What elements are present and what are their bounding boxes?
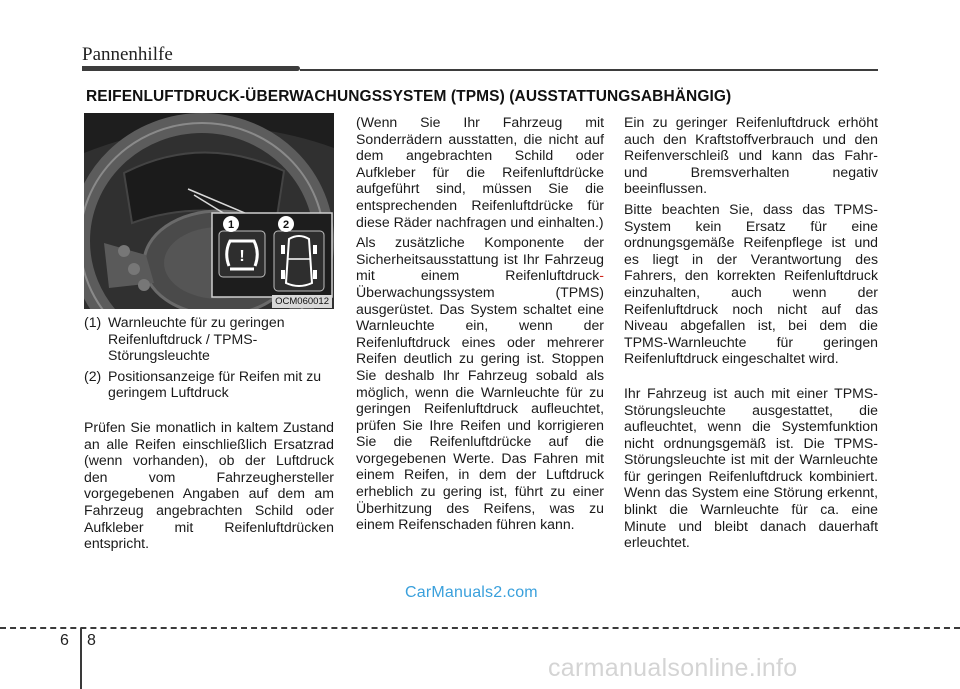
paragraph-malfunction-lamp: Ihr Fahrzeug ist auch mit einer TPMS-Störungsleuchte ausgestattet, die aufleuchtet, wenn die Systemfunktion nicht ordnungsgemäß ist. Die TPMS-Störungsleuchte ist mit der Warnleuchte für geringen Reifenluftdruck kombiniert. Wenn das System eine Störung erkennt, blinkt die Warnleuchte für ca. eine Minute und bleibt danach dauerhaft erleuchtet. — [624, 384, 878, 551]
paragraph-monthly-check: Prüfen Sie monatlich in kaltem Zustand an alle Reifen einschließlich Ersatzrad (wenn vorhanden), ob der Luftdruck den vom Fahrzeughersteller vorgegebenen Angaben auf dem am Fahrzeug angebrachten Schild oder Aufkleber mit Reifenluftdrücken entspricht. — [84, 418, 334, 552]
page-chapter: 6 — [60, 632, 69, 649]
legend-item-1 — [84, 314, 334, 364]
tpms-intro-start: Als zusätzliche Komponente der Sicherheitsausstattung ist Ihr Fahrzeug mit einem Reifenluftdruck — [356, 234, 604, 284]
page-heading: REIFENLUFTDRUCK-ÜBERWACHUNGSSYSTEM (TPMS) (AUSSTATTUNGSABHÄNGIG) — [86, 88, 732, 105]
legend-text: Warnleuchte für zu geringen Reifenluftdruck / TPMS-Störungsleuchte — [108, 314, 285, 364]
paragraph-driver-responsibility: Bitte beachten Sie, dass das TPMS-System kein Ersatz für eine ordnungsgemäße Reifenpflege ist und es liegt in der Verantwortung des Fahrers, den korrekten Reifenluftdruck einzuhalten, auch wenn der Reifenluftdruck noch nicht auf das Niveau abgefallen ist, bei dem die TPMS-Warnleuchte für geringen Reifenluftdruck eingeschaltet wird. — [624, 200, 878, 367]
legend-number: (2) — [84, 367, 102, 384]
warning-exclamation: ! — [239, 248, 245, 265]
section-title: Pannenhilfe — [82, 44, 173, 65]
callout-2: 2 — [282, 219, 290, 231]
footer-watermark: carmanualsonline.info — [548, 654, 798, 682]
page-number: 8 — [87, 632, 96, 649]
tpms-warning-icon — [219, 231, 265, 277]
header-rule-thin — [300, 69, 878, 71]
tpms-intro-rest: Überwachungssystem (TPMS) ausgerüstet. Das System schaltet eine Warnleuchte ein, wenn der Reifenluftdruck eines oder mehrerer Reifen deutlich zu gering ist. Stoppen Sie deshalb Ihr Fahrzeug sobald als möglich, wenn die Warnleuchte für zu geringen Reifenluftdruck aufleuchtet, prüfen Sie Ihre Reifen und korrigieren Sie die Reifenluftdrücke auf die vorgegebenen Werte. Das Fahren mit einem Reifen, in dem der Luftdruck erheblich zu gering ist, führt zu einer Überhitzung des Reifens, was zu einem Reifenschaden führen kann. — [356, 283, 604, 533]
steering-wheel-illustration — [84, 113, 334, 309]
column-1 — [84, 314, 334, 552]
callout-1: 1 — [227, 219, 235, 231]
paragraph-low-pressure-effects: Ein zu geringer Reifenluftdruck erhöht auch den Kraftstoffverbrauch und den Reifenverschleiß und kann das Fahr- und Bremsverhalten negativ beeinflussen. — [624, 114, 878, 197]
footer-divider — [80, 628, 82, 689]
column-3 — [624, 114, 878, 551]
paragraph-tpms-intro — [356, 234, 604, 533]
legend-item-2 — [84, 368, 334, 401]
legend-number: (1) — [84, 314, 102, 330]
carmanuals-watermark: CarManuals2.com — [405, 584, 538, 601]
legend-text: Positionsanzeige für Reifen mit zu geringem Luftdruck — [108, 367, 322, 401]
footer-rule — [0, 627, 960, 629]
tpms-intro-hyphen: - — [599, 267, 604, 284]
column-2 — [356, 114, 604, 533]
header-rule-thick — [82, 66, 300, 71]
paragraph-special-wheels: (Wenn Sie Ihr Fahrzeug mit Sonderrädern ausstatten, die nicht auf dem angebrachten Schild oder Aufkleber für die Reifenluftdrücke aufgeführt sind, müssen Sie die entsprechenden Reifenluftdrücke für diese Räder nachfragen und einhalten.) — [356, 114, 604, 230]
figure-code: OCM060012 — [272, 295, 332, 308]
dashboard-figure — [84, 113, 334, 309]
car-position-icon — [274, 231, 324, 291]
